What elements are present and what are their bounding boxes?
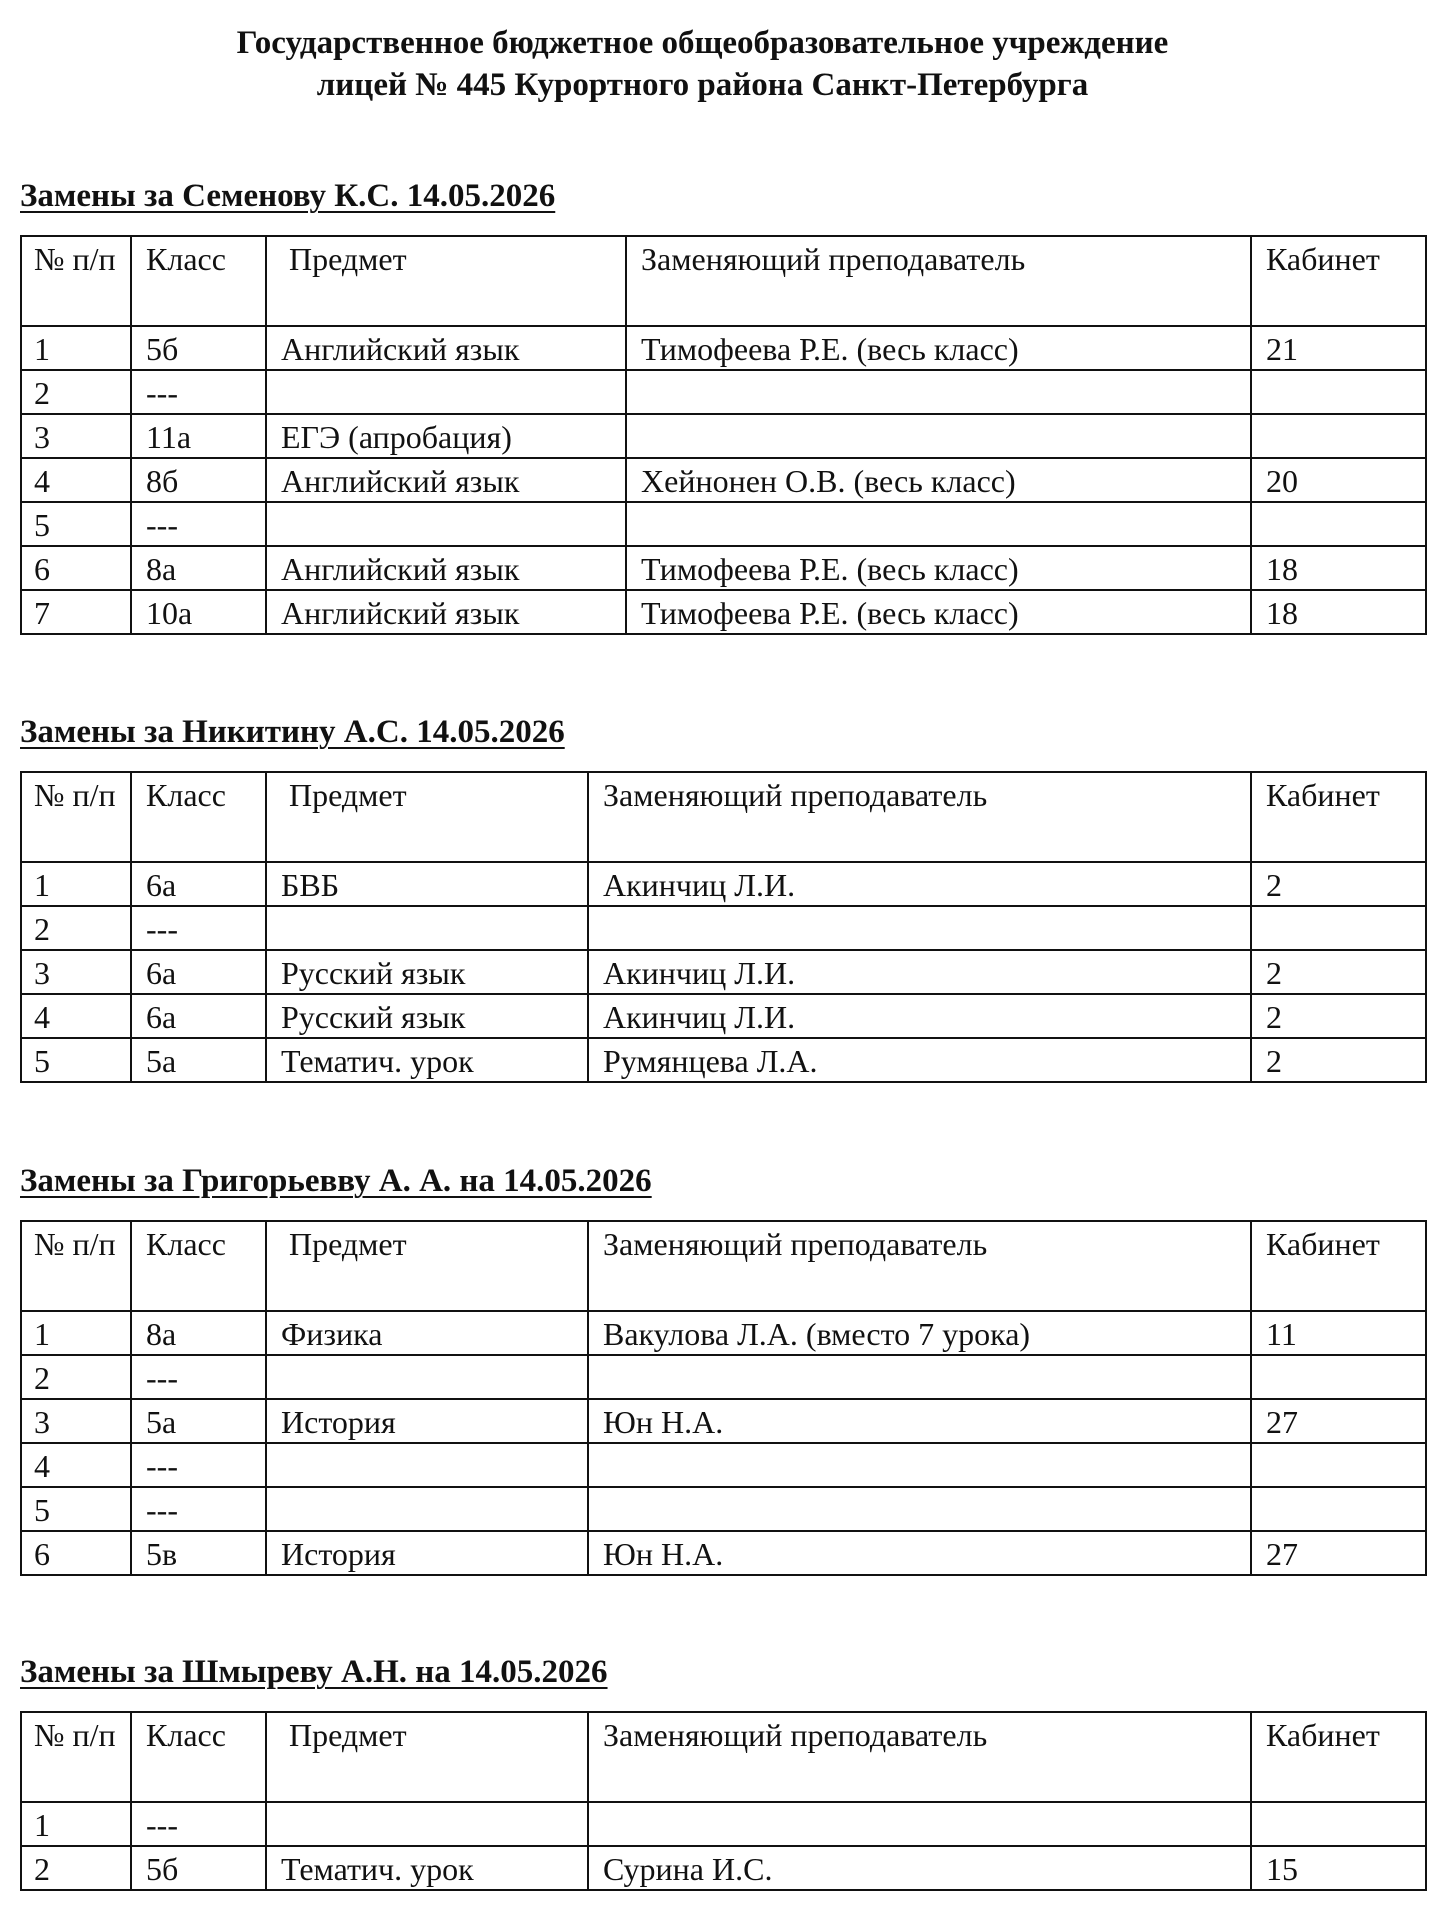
cell-num: 7 [21,590,131,634]
cell-teacher: Акинчиц Л.И. [588,862,1251,906]
cell-teacher [588,1355,1251,1399]
cell-class: 8а [131,1311,266,1355]
cell-teacher [588,1802,1251,1846]
cell-teacher: Тимофеева Р.Е. (весь класс) [626,546,1251,590]
header-num: № п/п [21,772,131,862]
cell-teacher [588,1443,1251,1487]
header-room: Кабинет [1251,1712,1426,1802]
cell-teacher: Тимофеева Р.Е. (весь класс) [626,326,1251,370]
cell-num: 3 [21,414,131,458]
substitution-table [20,1711,1427,1891]
cell-teacher: Акинчиц Л.И. [588,994,1251,1038]
cell-teacher: Вакулова Л.А. (вместо 7 урока) [588,1311,1251,1355]
cell-room [1251,1443,1426,1487]
cell-class: 11а [131,414,266,458]
cell-subject [266,1355,588,1399]
cell-num: 5 [21,1038,131,1082]
table-row [21,1399,1426,1443]
table-row [21,590,1426,634]
substitution-section [20,1161,1425,1576]
cell-subject: Английский язык [266,546,626,590]
cell-num: 5 [21,502,131,546]
cell-room: 2 [1251,994,1426,1038]
cell-num: 6 [21,546,131,590]
cell-room: 18 [1251,590,1426,634]
cell-subject: История [266,1399,588,1443]
table-row [21,862,1426,906]
cell-teacher [588,1487,1251,1531]
section-title: Замены за Никитину А.С. 14.05.2026 [20,714,565,750]
header-num: № п/п [21,1712,131,1802]
cell-class: --- [131,1443,266,1487]
header-teacher: Заменяющий преподаватель [588,1712,1251,1802]
cell-num: 6 [21,1531,131,1575]
cell-subject [266,906,588,950]
section-title: Замены за Шмыреву А.Н. на 14.05.2026 [20,1654,608,1690]
table-row [21,546,1426,590]
cell-subject: БВБ [266,862,588,906]
cell-subject [266,1443,588,1487]
cell-teacher: Акинчиц Л.И. [588,950,1251,994]
table-header-row [21,236,1426,326]
header-room: Кабинет [1251,772,1426,862]
table-row [21,1531,1426,1575]
header-subject: Предмет [266,1712,588,1802]
cell-num: 3 [21,950,131,994]
cell-subject: История [266,1531,588,1575]
cell-room [1251,1355,1426,1399]
cell-num: 4 [21,1443,131,1487]
cell-room [1251,502,1426,546]
table-header-row [21,772,1426,862]
cell-subject [266,1802,588,1846]
table-row [21,1487,1426,1531]
cell-class: --- [131,370,266,414]
cell-teacher [626,502,1251,546]
header-teacher: Заменяющий преподаватель [626,236,1251,326]
header-teacher: Заменяющий преподаватель [588,1221,1251,1311]
table-row [21,1355,1426,1399]
cell-class: --- [131,906,266,950]
section-title: Замены за Григорьевву А. А. на 14.05.2026 [20,1163,652,1199]
cell-room: 2 [1251,1038,1426,1082]
substitution-section [20,176,1425,635]
section-title: Замены за Семенову К.С. 14.05.2026 [20,178,556,214]
cell-num: 2 [21,370,131,414]
cell-room: 2 [1251,950,1426,994]
cell-subject [266,502,626,546]
substitution-table [20,235,1427,635]
cell-subject: Тематич. урок [266,1846,588,1890]
cell-class: --- [131,1802,266,1846]
cell-class: 5в [131,1531,266,1575]
header-num: № п/п [21,236,131,326]
cell-teacher: Юн Н.А. [588,1531,1251,1575]
cell-class: 8а [131,546,266,590]
cell-class: --- [131,1355,266,1399]
cell-room: 18 [1251,546,1426,590]
cell-num: 4 [21,994,131,1038]
table-row [21,458,1426,502]
header-class: Класс [131,772,266,862]
table-row [21,950,1426,994]
cell-teacher: Румянцева Л.А. [588,1038,1251,1082]
cell-room: 11 [1251,1311,1426,1355]
cell-class: 10а [131,590,266,634]
substitution-table [20,1220,1427,1576]
substitution-section [20,1652,1425,1891]
header-room: Кабинет [1251,236,1426,326]
cell-num: 5 [21,1487,131,1531]
cell-class: 8б [131,458,266,502]
cell-num: 2 [21,1355,131,1399]
document-header [0,22,1405,106]
cell-subject: ЕГЭ (апробация) [266,414,626,458]
cell-room [1251,1802,1426,1846]
header-subject: Предмет [266,236,626,326]
table-row [21,326,1426,370]
cell-subject [266,370,626,414]
cell-teacher: Тимофеева Р.Е. (весь класс) [626,590,1251,634]
substitution-table [20,771,1427,1083]
cell-teacher [626,414,1251,458]
cell-class: 5б [131,1846,266,1890]
cell-subject: Английский язык [266,458,626,502]
table-row [21,370,1426,414]
substitution-section [20,712,1425,1083]
cell-subject: Тематич. урок [266,1038,588,1082]
cell-class: 6а [131,994,266,1038]
cell-subject [266,1487,588,1531]
header-teacher: Заменяющий преподаватель [588,772,1251,862]
cell-subject: Русский язык [266,994,588,1038]
header-room: Кабинет [1251,1221,1426,1311]
table-row [21,906,1426,950]
cell-teacher [588,906,1251,950]
cell-class: --- [131,1487,266,1531]
header-line-1: Государственное бюджетное общеобразовательное учреждение [236,25,1169,61]
header-subject: Предмет [266,772,588,862]
cell-subject: Физика [266,1311,588,1355]
table-row [21,1038,1426,1082]
cell-room: 2 [1251,862,1426,906]
table-row [21,994,1426,1038]
cell-num: 2 [21,906,131,950]
table-header-row [21,1221,1426,1311]
cell-class: 6а [131,950,266,994]
cell-subject: Русский язык [266,950,588,994]
cell-room: 27 [1251,1399,1426,1443]
cell-class: 5а [131,1038,266,1082]
table-row [21,1802,1426,1846]
cell-teacher: Хейнонен О.В. (весь класс) [626,458,1251,502]
table-row [21,1846,1426,1890]
header-num: № п/п [21,1221,131,1311]
table-row [21,502,1426,546]
cell-room: 21 [1251,326,1426,370]
cell-subject: Английский язык [266,326,626,370]
table-row [21,1311,1426,1355]
cell-teacher: Юн Н.А. [588,1399,1251,1443]
cell-num: 2 [21,1846,131,1890]
table-row [21,1443,1426,1487]
cell-room: 20 [1251,458,1426,502]
cell-subject: Английский язык [266,590,626,634]
cell-class: 6а [131,862,266,906]
cell-class: 5б [131,326,266,370]
cell-room: 27 [1251,1531,1426,1575]
cell-class: 5а [131,1399,266,1443]
cell-num: 3 [21,1399,131,1443]
cell-num: 1 [21,326,131,370]
cell-teacher [626,370,1251,414]
cell-num: 1 [21,862,131,906]
cell-room [1251,414,1426,458]
cell-room: 15 [1251,1846,1426,1890]
header-class: Класс [131,1221,266,1311]
cell-class: --- [131,502,266,546]
table-header-row [21,1712,1426,1802]
cell-num: 1 [21,1311,131,1355]
cell-num: 4 [21,458,131,502]
header-class: Класс [131,236,266,326]
cell-room [1251,1487,1426,1531]
header-subject: Предмет [266,1221,588,1311]
cell-num: 1 [21,1802,131,1846]
header-line-2: лицей № 445 Курортного района Санкт-Петербурга [316,67,1089,103]
cell-teacher: Сурина И.С. [588,1846,1251,1890]
cell-room [1251,370,1426,414]
table-row [21,414,1426,458]
cell-room [1251,906,1426,950]
header-class: Класс [131,1712,266,1802]
